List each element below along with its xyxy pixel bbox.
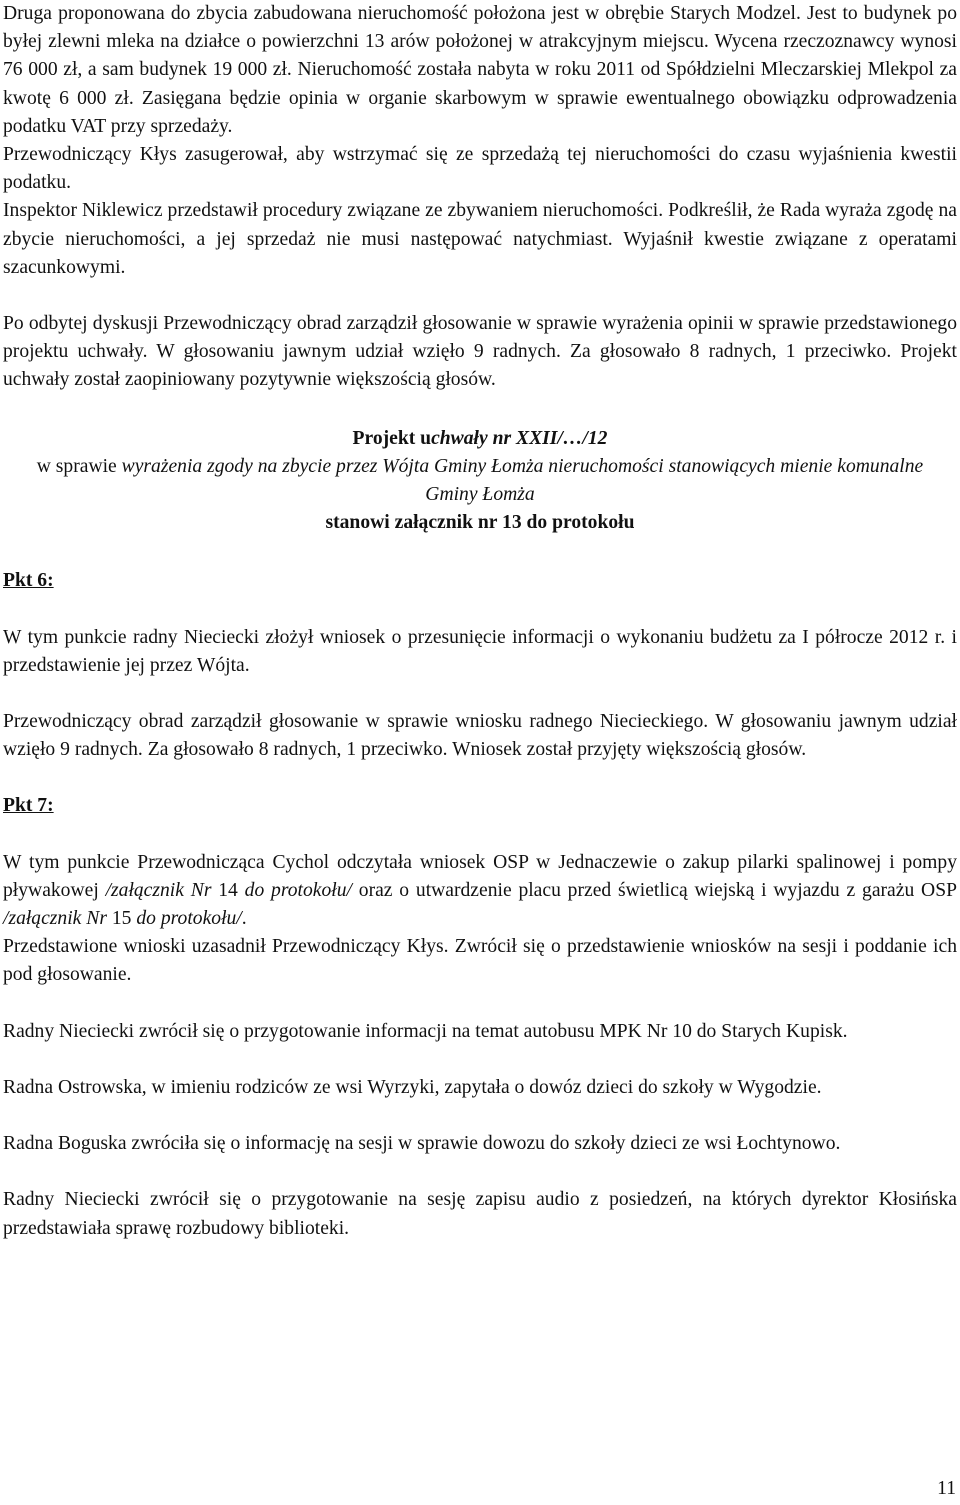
attachment-ref-15-end: do protokołu/ [131, 908, 242, 930]
paragraph-pkt7-justification: Przedstawione wnioski uzasadnił Przewodniczący Kłys. Zwrócił się o przedstawienie wniosków na sesji i poddanie ich pod głosowanie. [3, 936, 957, 986]
text-run: . [241, 908, 247, 930]
paragraph-pkt6-motion: W tym punkcie radny Nieciecki złożył wniosek o przesunięcie informacji o wykonaniu budżetu za I półrocze 2012 r. i przedstawienie jej przez Wójta. [3, 626, 957, 676]
document-page [3, 0, 957, 1243]
attachment-ref-14-end: do protokołu/ [237, 879, 352, 901]
paragraph-vote-result: Po odbytej dyskusji Przewodniczący obrad zarządził głosowanie w sprawie wyrażenia opinii w sprawie przedstawionego projektu uchwały. W głosowaniu jawnym udział wzięło 9 radnych. Za głosowało 8 radnych, 1 przeciwko. Projekt uchwały został zaopiniowany pozytywnie większością głosów. [3, 313, 957, 391]
attachment-number-14: 14 [218, 879, 238, 901]
attachment-ref-15: /załącznik Nr [3, 908, 112, 930]
text-run: W tym punkcie Przewodnicząca Cychol odczytała wniosek OSP w Jednaczewie o zakup pilarki spalinowej i pompy pływakowej [3, 851, 957, 901]
resolution-subject-text: wyrażenia zgody na zbycie przez Wójta Gminy Łomża nieruchomości stanowiących mienie komunalne Gminy Łomża [121, 455, 924, 506]
paragraph-pkt7-transport-wyrzyki: Radna Ostrowska, w imieniu rodziców ze wsi Wyrzyki, zapytała o dowóz dzieci do szkoły w Wygodzie. [3, 1076, 822, 1098]
attachment-ref-14: /załącznik Nr [105, 879, 219, 901]
resolution-title-bold: Projekt u [352, 427, 432, 449]
paragraph-chairman-suggestion: Przewodniczący Kłys zasugerował, aby wstrzymać się ze sprzedażą tej nieruchomości do czasu wyjaśnienia kwestii podatku. [3, 144, 957, 194]
resolution-subject [3, 453, 957, 509]
paragraph-pkt7-audio-request: Radny Nieciecki zwrócił się o przygotowanie na sesję zapisu audio z posiedzeń, na których dyrektor Kłosińska przedstawiała sprawę rozbudowy biblioteki. [3, 1189, 957, 1239]
text-run: oraz o utwardzenie placu przed świetlicą wiejską i wyjazdu z garażu OSP [351, 879, 957, 901]
section-heading-pkt7: Pkt 7: [3, 795, 54, 817]
section-heading-pkt6: Pkt 6: [3, 570, 54, 592]
paragraph-pkt7-osp-request [3, 849, 957, 934]
paragraph-pkt7-bus-request: Radny Nieciecki zwrócił się o przygotowanie informacji na temat autobusu MPK Nr 10 do Starych Kupisk. [3, 1020, 848, 1042]
resolution-title-italic: chwały nr XXII/…/12 [431, 427, 608, 449]
page-number: 11 [937, 1478, 956, 1499]
paragraph-property-description: Druga proponowana do zbycia zabudowana nieruchomość położona jest w obrębie Starych Modzel. Jest to budynek po byłej zlewni mleka na działce o powierzchni 13 arów położonej w atrakcyjnym miejscu. Wycena rzeczoznawcy wynosi 76 000 zł, a sam budynek 19 000 zł. Nieruchomość została nabyta w roku 2011 od Spółdzielni Mleczarskiej Mlekpol za kwotę 6 000 zł. Zasięgana będzie opinia w organie skarbowym w sprawie ewentualnego obowiązku odprowadzenia podatku VAT przy sprzedaży. [3, 3, 957, 137]
paragraph-pkt6-vote: Przewodniczący obrad zarządził głosowanie w sprawie wniosku radnego Niecieckiego. W głosowaniu jawnym udział wzięło 9 radnych. Za głosowało 8 radnych, 1 przeciwko. Wniosek został przyjęty większością głosów. [3, 711, 957, 761]
resolution-title [3, 425, 957, 453]
paragraph-pkt7-transport-lochtynowo: Radna Boguska zwróciła się o informację na sesji w sprawie dowozu do szkoły dzieci ze wsi Łochtynowo. [3, 1133, 841, 1155]
resolution-attachment-note: stanowi załącznik nr 13 do protokołu [325, 512, 635, 534]
paragraph-inspector-procedures: Inspektor Niklewicz przedstawił procedury związane ze zbywaniem nieruchomości. Podkreślił, że Rada wyraża zgodę na zbycie nieruchomości, a jej sprzedaż nie musi następować natychmiast. Wyjaśnił kwestie związane z operatami szacunkowymi. [3, 200, 957, 278]
attachment-number-15: 15 [111, 908, 132, 930]
resolution-subject-prefix: w sprawie [36, 455, 122, 477]
